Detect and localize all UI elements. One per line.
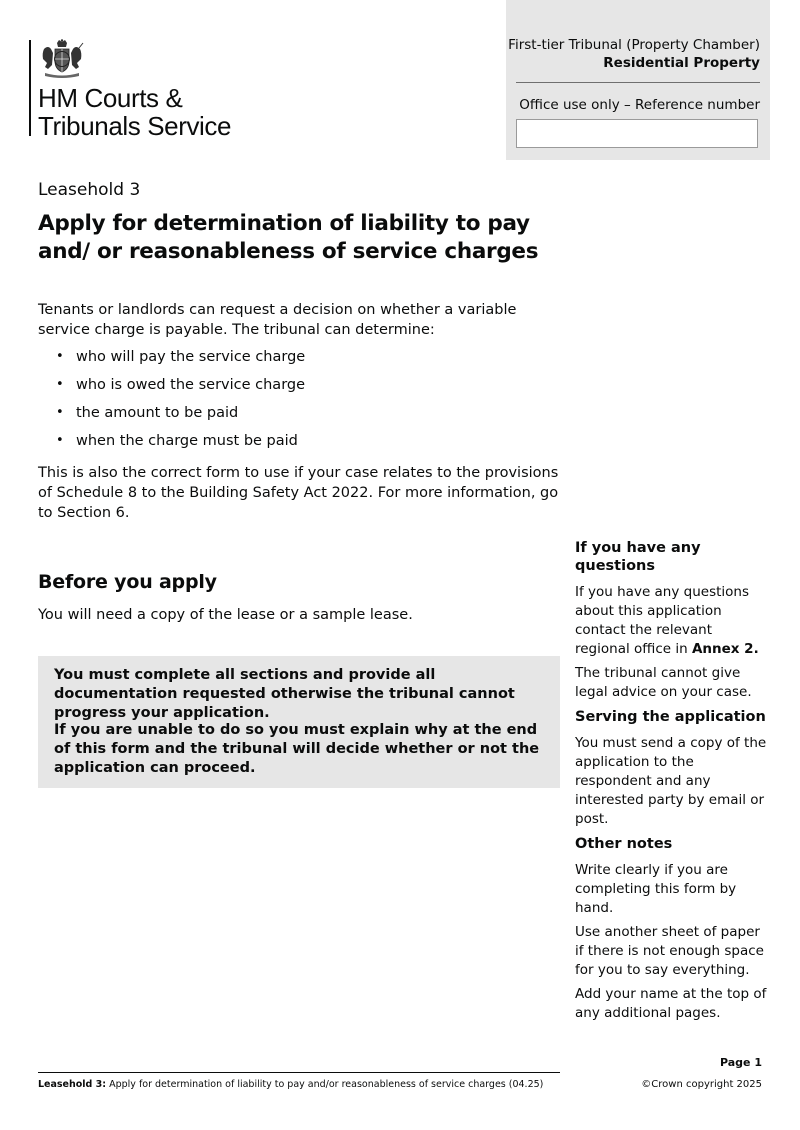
page-title: Apply for determination of liability to pay and/ or reasonableness of service charges [38, 211, 539, 264]
questions-paragraph [575, 583, 770, 659]
tribunal-division: Residential Property [603, 55, 760, 71]
serving-paragraph: You must send a copy of the application to the respondent and any interested party by email or post. [575, 735, 767, 827]
schedule-note: This is also the correct form to use if your case relates to the provisions of Schedule 8 to the Building Safety Act 2022. For more information, go to Section 6. [38, 465, 559, 521]
sidebar-other-notes [575, 835, 770, 1028]
list-item: • the amount to be paid [38, 403, 558, 431]
logo-divider [29, 40, 31, 136]
before-you-apply-heading: Before you apply [38, 571, 217, 593]
logo-wordmark [38, 84, 231, 140]
determine-list [38, 347, 558, 459]
other-notes-heading: Other notes [575, 836, 673, 852]
office-use-panel [506, 0, 770, 160]
page-number: Page 1 [719, 1056, 762, 1069]
list-item: • who is owed the service charge [38, 375, 558, 403]
note-add-name: Add your name at the top of any additional pages. [575, 986, 767, 1021]
office-divider [516, 82, 760, 83]
warning-paragraph-1: You must complete all sections and provide all documentation requested otherwise the tribunal cannot progress your application. [54, 667, 515, 721]
footer-divider [38, 1072, 560, 1073]
reference-number-field[interactable] [516, 119, 758, 148]
note-write-clearly: Write clearly if you are completing this form by hand. [575, 862, 737, 916]
list-item: • when the charge must be paid [38, 431, 558, 459]
royal-coat-of-arms-icon [39, 39, 85, 79]
questions-heading: If you have any questions [575, 540, 701, 574]
serving-heading: Serving the application [575, 709, 766, 725]
logo-line-2: Tribunals Service [38, 111, 232, 141]
tribunal-name: First-tier Tribunal (Property Chamber) [508, 37, 760, 53]
form-code: Leasehold 3 [38, 180, 141, 200]
legal-advice-note: The tribunal cannot give legal advice on your case. [575, 665, 752, 700]
footer-form-label: Leasehold 3: [38, 1079, 107, 1090]
note-extra-paper: Use another sheet of paper if there is not enough space for you to say everything. [575, 924, 764, 978]
footer-form-title [38, 1079, 543, 1090]
footer-form-desc: Apply for determination of liability to pay and/or reasonableness of service charges (04.25) [106, 1079, 544, 1090]
logo-line-1: HM Courts & [38, 83, 183, 113]
copyright-notice: ©Crown copyright 2025 [641, 1079, 762, 1090]
intro-paragraph: Tenants or landlords can request a decision on whether a variable service charge is payable. The tribunal can determine: [38, 302, 517, 338]
sidebar-serving [575, 708, 770, 834]
sidebar-questions [575, 539, 770, 707]
questions-text: If you have any questions about this application contact the relevant regional office in [575, 584, 750, 657]
warning-paragraph-2: If you are unable to do so you must explain why at the end of this form and the tribunal will decide whether or not the application can proceed. [54, 722, 540, 776]
annex-reference: Annex 2. [691, 641, 759, 657]
list-item: • who will pay the service charge [38, 347, 558, 375]
reference-number-label: Office use only – Reference number [519, 97, 760, 113]
before-you-apply-text: You will need a copy of the lease or a sample lease. [38, 607, 413, 623]
warning-callout [38, 656, 560, 788]
